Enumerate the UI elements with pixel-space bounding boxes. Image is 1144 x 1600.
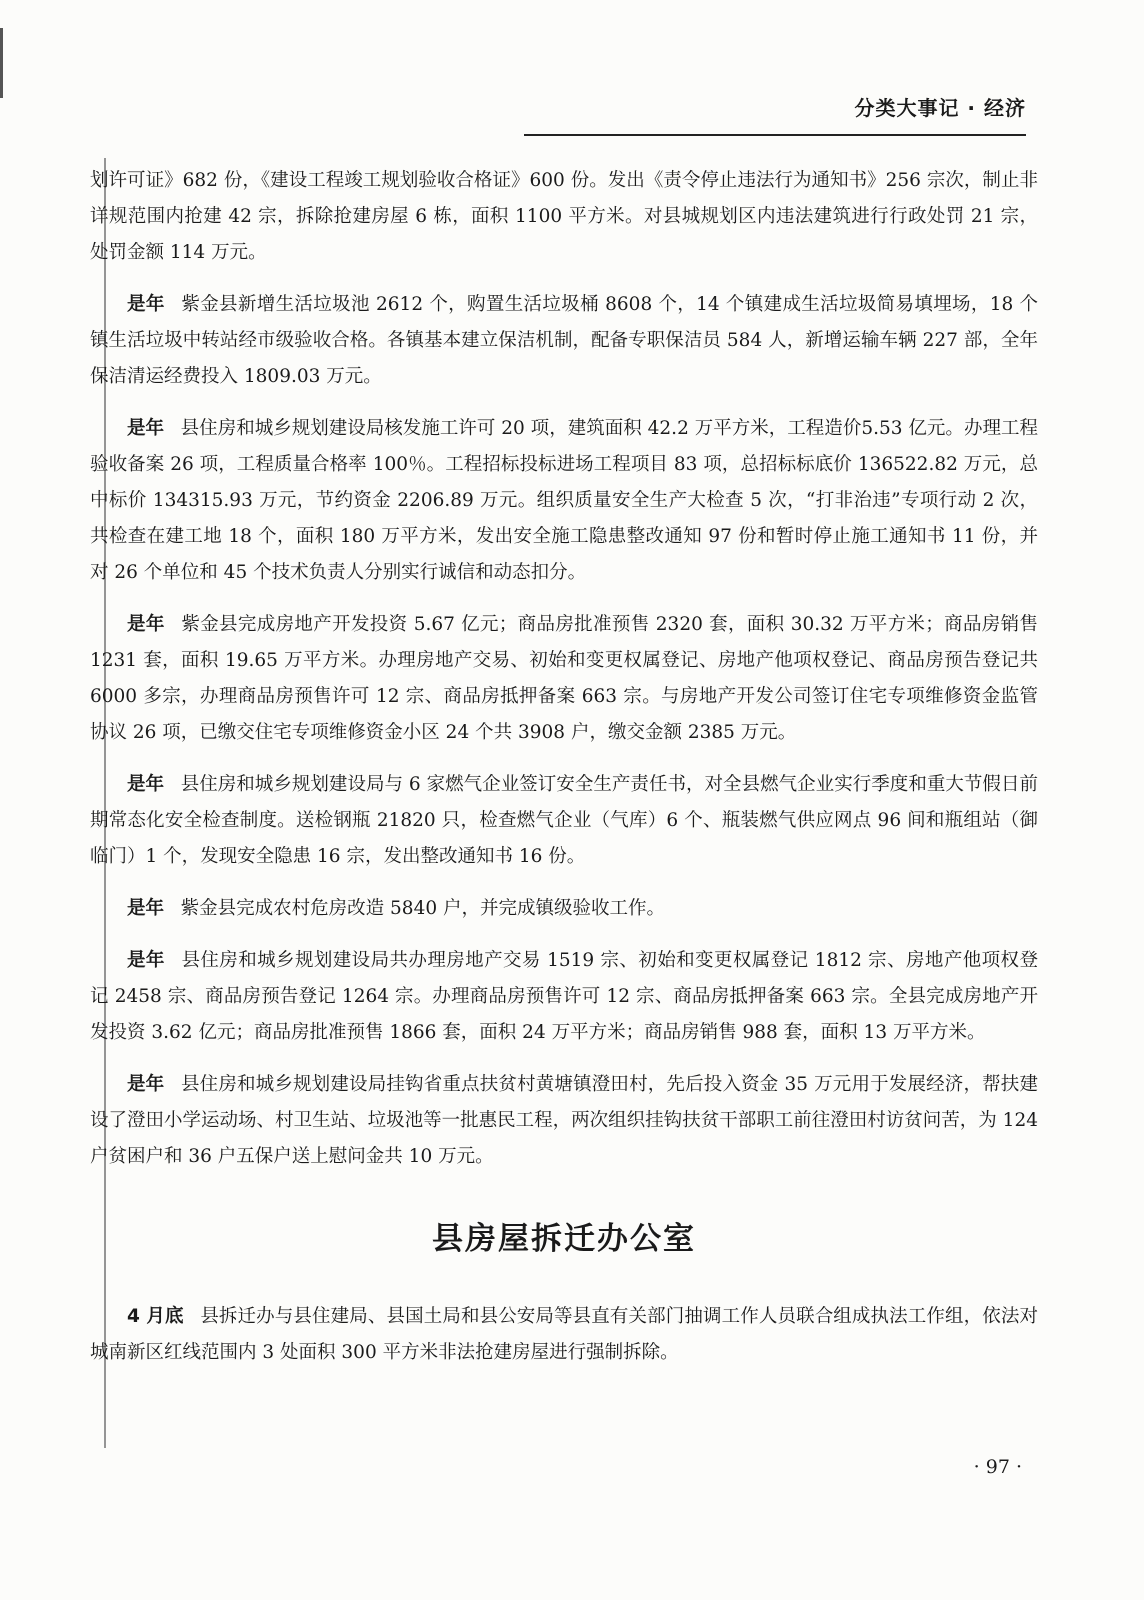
event-text: 县住房和城乡规划建设局与 6 家燃气企业签订安全生产责任书，对全县燃气企业实行季度和重大节假日前期常态化安全检查制度。送检钢瓶 21820 只，检查燃气企业（气库）6 个、瓶装燃气供应网点 96 间和瓶组站（御临门）1 个，发现安全隐患 16 宗，发出整改通知书 16 份。 (90, 774, 1038, 867)
scan-edge-mark (0, 28, 3, 98)
events-list (90, 163, 1038, 1175)
event-text: 县住房和城乡规划建设局挂钩省重点扶贫村黄塘镇澄田村，先后投入资金 35 万元用于发展经济，帮扶建设了澄田小学运动场、村卫生站、垃圾池等一批惠民工程，两次组织挂钩扶贫干部职工前往澄田村访贫问苦，为 124 户贫困户和 36 户五保户送上慰问金共 10 万元。 (90, 1074, 1038, 1167)
header-rule (524, 134, 1026, 136)
event-paragraph (90, 1067, 1038, 1175)
page-number: · 97 · (973, 1456, 1022, 1478)
event-text: 县住房和城乡规划建设局共办理房地产交易 1519 宗、初始和变更权属登记 1812 宗、房地产他项权登记 2458 宗、商品房预告登记 1264 宗。办理商品房预售许可 12 宗、商品房抵押备案 663 宗。全县完成房地产开发投资 3.62 亿元；商品房批准预售 1866 套，面积 24 万平方米；商品房销售 988 套，面积 13 万平方米。 (90, 950, 1038, 1043)
event-paragraph (90, 163, 1038, 271)
event-date-label: 是年 (127, 950, 165, 971)
event-date-label: 是年 (127, 774, 165, 795)
event-date-label: 是年 (127, 418, 165, 439)
event-date-label: 是年 (127, 614, 165, 635)
section-title: 县房屋拆迁办公室 (432, 1221, 696, 1257)
running-header: 分类大事记 · 经济 (854, 96, 1026, 120)
event-date-label: 是年 (127, 898, 165, 919)
event-paragraph (90, 1299, 1038, 1371)
event-paragraph (90, 411, 1038, 591)
event-text: 划许可证》682 份，《建设工程竣工规划验收合格证》600 份。发出《责令停止违法行为通知书》256 宗次，制止非详规范围内抢建 42 宗，拆除抢建房屋 6 栋，面积 1100 平方米。对县城规划区内违法建筑进行行政处罚 21 宗，处罚金额 114 万元。 (90, 170, 1038, 263)
event-date-label: 4 月底 (127, 1306, 184, 1327)
event-paragraph (90, 891, 1038, 927)
event-date-label: 是年 (127, 1074, 165, 1095)
event-text: 县拆迁办与县住建局、县国土局和县公安局等县直有关部门抽调工作人员联合组成执法工作组，依法对城南新区红线范围内 3 处面积 300 平方米非法抢建房屋进行强制拆除。 (90, 1306, 1038, 1363)
event-paragraph (90, 287, 1038, 395)
event-paragraph (90, 607, 1038, 751)
event-paragraph (90, 943, 1038, 1051)
section-events-list (90, 1299, 1038, 1371)
event-text: 县住房和城乡规划建设局核发施工许可 20 项，建筑面积 42.2 万平方米，工程造价5.53 亿元。办理工程验收备案 26 项，工程质量合格率 100％。工程招标投标进场工程项目 83 项，总招标标底价 136522.82 万元，总中标价 134315.93 万元，节约资金 2206.89 万元。组织质量安全生产大检查 5 次，“打非治违”专项行动 2 次，共检查在建工地 18 个，面积 180 万平方米，发出安全施工隐患整改通知 97 份和暂时停止施工通知书 11 份，并对 26 个单位和 45 个技术负责人分别实行诚信和动态扣分。 (90, 418, 1038, 583)
event-text: 紫金县完成房地产开发投资 5.67 亿元；商品房批准预售 2320 套，面积 30.32 万平方米；商品房销售 1231 套，面积 19.65 万平方米。办理房地产交易、初始和变更权属登记、房地产他项权登记、商品房预告登记共 6000 多宗，办理商品房预售许可 12 宗、商品房抵押备案 663 宗。与房地产开发公司签订住宅专项维修资金监管协议 26 项，已缴交住宅专项维修资金小区 24 个共 3908 户，缴交金额 2385 万元。 (90, 614, 1038, 743)
page-body (90, 163, 1038, 1387)
event-paragraph (90, 767, 1038, 875)
event-text: 紫金县新增生活垃圾池 2612 个，购置生活垃圾桶 8608 个，14 个镇建成生活垃圾简易填埋场，18 个镇生活垃圾中转站经市级验收合格。各镇基本建立保洁机制，配备专职保洁员 584 人，新增运输车辆 227 部，全年保洁清运经费投入 1809.03 万元。 (90, 294, 1038, 387)
event-date-label: 是年 (127, 294, 165, 315)
event-text: 紫金县完成农村危房改造 5840 户，并完成镇级验收工作。 (180, 898, 666, 919)
